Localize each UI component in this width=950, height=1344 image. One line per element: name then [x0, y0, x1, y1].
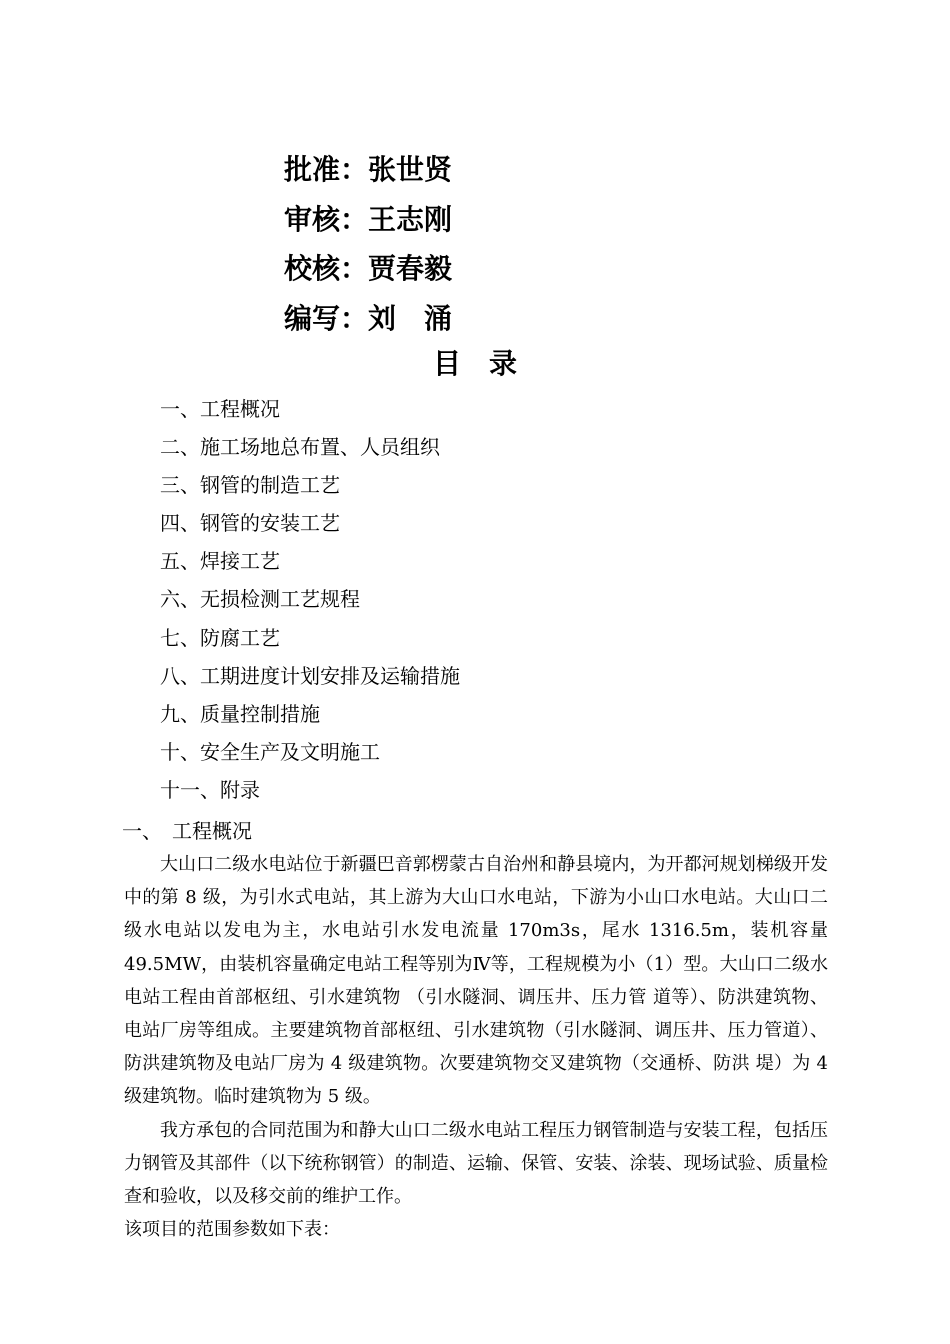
- toc-item[interactable]: 十、安全生产及文明施工: [160, 739, 380, 764]
- signoff-person: 刘 涌: [368, 301, 453, 335]
- signoff-role: 校核：: [284, 252, 369, 285]
- section-heading: 一、 工程概况: [122, 819, 252, 843]
- table-of-contents: [160, 390, 460, 809]
- toc-item[interactable]: 三、钢管的制造工艺: [160, 473, 340, 498]
- signoff-person: 王志刚: [368, 202, 453, 236]
- toc-item[interactable]: 五、焊接工艺: [160, 549, 280, 574]
- paragraph-table-intro: 该项目的范围参数如下表：: [124, 1219, 340, 1241]
- signoff-block: [284, 145, 452, 343]
- signoff-role: 编写：: [284, 301, 369, 335]
- signoff-person: 贾春毅: [368, 252, 453, 285]
- signoff-checker: [284, 244, 452, 294]
- paragraph-scope: 我方承包的合同范围为和静大山口二级水电站工程压力钢管制造与安装工程，包括压力钢管及其部件（以下统称钢管）的制造、运输、保管、安装、涂装、现场试验、质量检查和验收，以及移交前的维护工作。: [124, 1119, 828, 1208]
- signoff-role: 审核：: [284, 202, 369, 236]
- toc-item[interactable]: 一、工程概况: [160, 397, 280, 421]
- toc-item[interactable]: 七、防腐工艺: [160, 625, 280, 650]
- signoff-reviewer: [284, 195, 452, 245]
- toc-item[interactable]: 十一、附录: [160, 777, 260, 802]
- signoff-writer: [284, 294, 452, 344]
- signoff-role: 批准：: [284, 153, 369, 186]
- toc-item[interactable]: 八、工期进度计划安排及运输措施: [160, 663, 460, 688]
- signoff-approver: [284, 145, 452, 195]
- toc-item[interactable]: 二、施工场地总布置、人员组织: [160, 435, 440, 460]
- paragraph-overview: 大山口二级水电站位于新疆巴音郭楞蒙古自治州和静县境内，为开都河规划梯级开发中的第 8 级，为引水式电站，其上游为大山口水电站，下游为小山口水电站。大山口二级水电站以发电为主，水电站引水发电流量 170m3s，尾水 1316.5m，装机容量 49.5MW，由装机容量确定电站工程等别为Ⅳ等，工程规模为小（1）型。大山口二级水电站工程由首部枢纽、引水建筑物 （引水隧洞、调压井、压力管 道等）、防洪建筑物、电站厂房等组成。主要建筑物首部枢纽、引水建筑物（引水隧洞、调压井、压力管道）、防洪建筑物及电站厂房为 4 级建筑物。次要建筑物交叉建筑物（交通桥、防洪 堤）为 4 级建筑物。临时建筑物为 5 级。: [124, 854, 828, 1108]
- toc-item[interactable]: 六、无损检测工艺规程: [160, 587, 360, 612]
- toc-title: 目 录: [432, 347, 517, 380]
- toc-item[interactable]: 四、钢管的安装工艺: [160, 511, 340, 536]
- section-body: [124, 848, 828, 1246]
- signoff-person: 张世贤: [368, 153, 453, 186]
- toc-item[interactable]: 九、质量控制措施: [160, 701, 320, 726]
